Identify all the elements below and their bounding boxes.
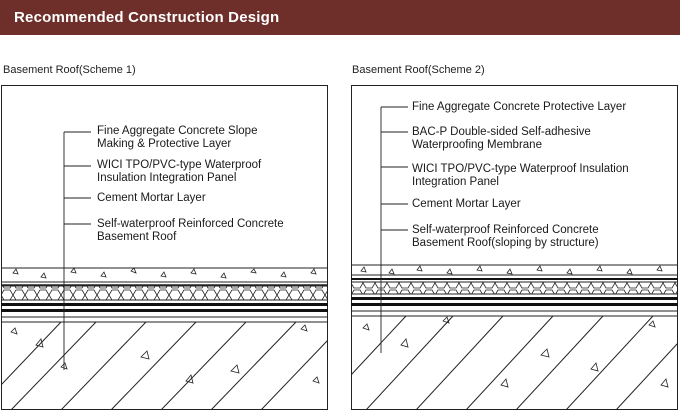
layer-label bbox=[412, 198, 521, 211]
layer-text-line: WICI TPO/PVC-type Waterproof Insulation bbox=[412, 163, 629, 175]
layer-text-line: Cement Mortar Layer bbox=[412, 198, 521, 210]
layer-label bbox=[412, 126, 591, 152]
scheme-1-label: Basement Roof(Scheme 1) bbox=[3, 64, 136, 76]
layer-text-line: Basement Roof(sloping by structure) bbox=[412, 237, 599, 249]
layer-label bbox=[97, 218, 284, 244]
section-header bbox=[0, 0, 680, 35]
layer-text-line: Basement Roof bbox=[97, 231, 177, 243]
layer-text-line: Fine Aggregate Concrete Protective Layer bbox=[412, 101, 627, 113]
layer-label bbox=[412, 224, 599, 250]
layer-text-line: WICI TPO/PVC-type Waterproof bbox=[97, 159, 262, 171]
scheme-2-label: Basement Roof(Scheme 2) bbox=[352, 64, 485, 76]
scheme-2-diagram bbox=[351, 85, 678, 410]
layer-text-line: Self-waterproof Reinforced Concrete bbox=[97, 218, 284, 230]
layer-text-line: Waterproofing Membrane bbox=[412, 139, 542, 151]
layer-label bbox=[97, 192, 206, 205]
layer-text-line: BAC-P Double-sided Self-adhesive bbox=[412, 126, 591, 138]
layer-label bbox=[97, 125, 257, 151]
section-title: Recommended Construction Design bbox=[14, 9, 280, 26]
layer-text-line: Fine Aggregate Concrete Slope bbox=[97, 125, 258, 137]
layer-text-line: Cement Mortar Layer bbox=[97, 192, 206, 204]
layer-label bbox=[412, 163, 629, 189]
layer-label bbox=[97, 159, 261, 185]
layer-text-line: Self-waterproof Reinforced Concrete bbox=[412, 224, 599, 236]
layer-text-line: Integration Panel bbox=[412, 176, 499, 188]
layer-text-line: Making & Protective Layer bbox=[97, 138, 232, 150]
layer-text-line: Insulation Integration Panel bbox=[97, 172, 237, 184]
layer-label bbox=[412, 101, 626, 114]
scheme-1-diagram bbox=[1, 85, 328, 410]
